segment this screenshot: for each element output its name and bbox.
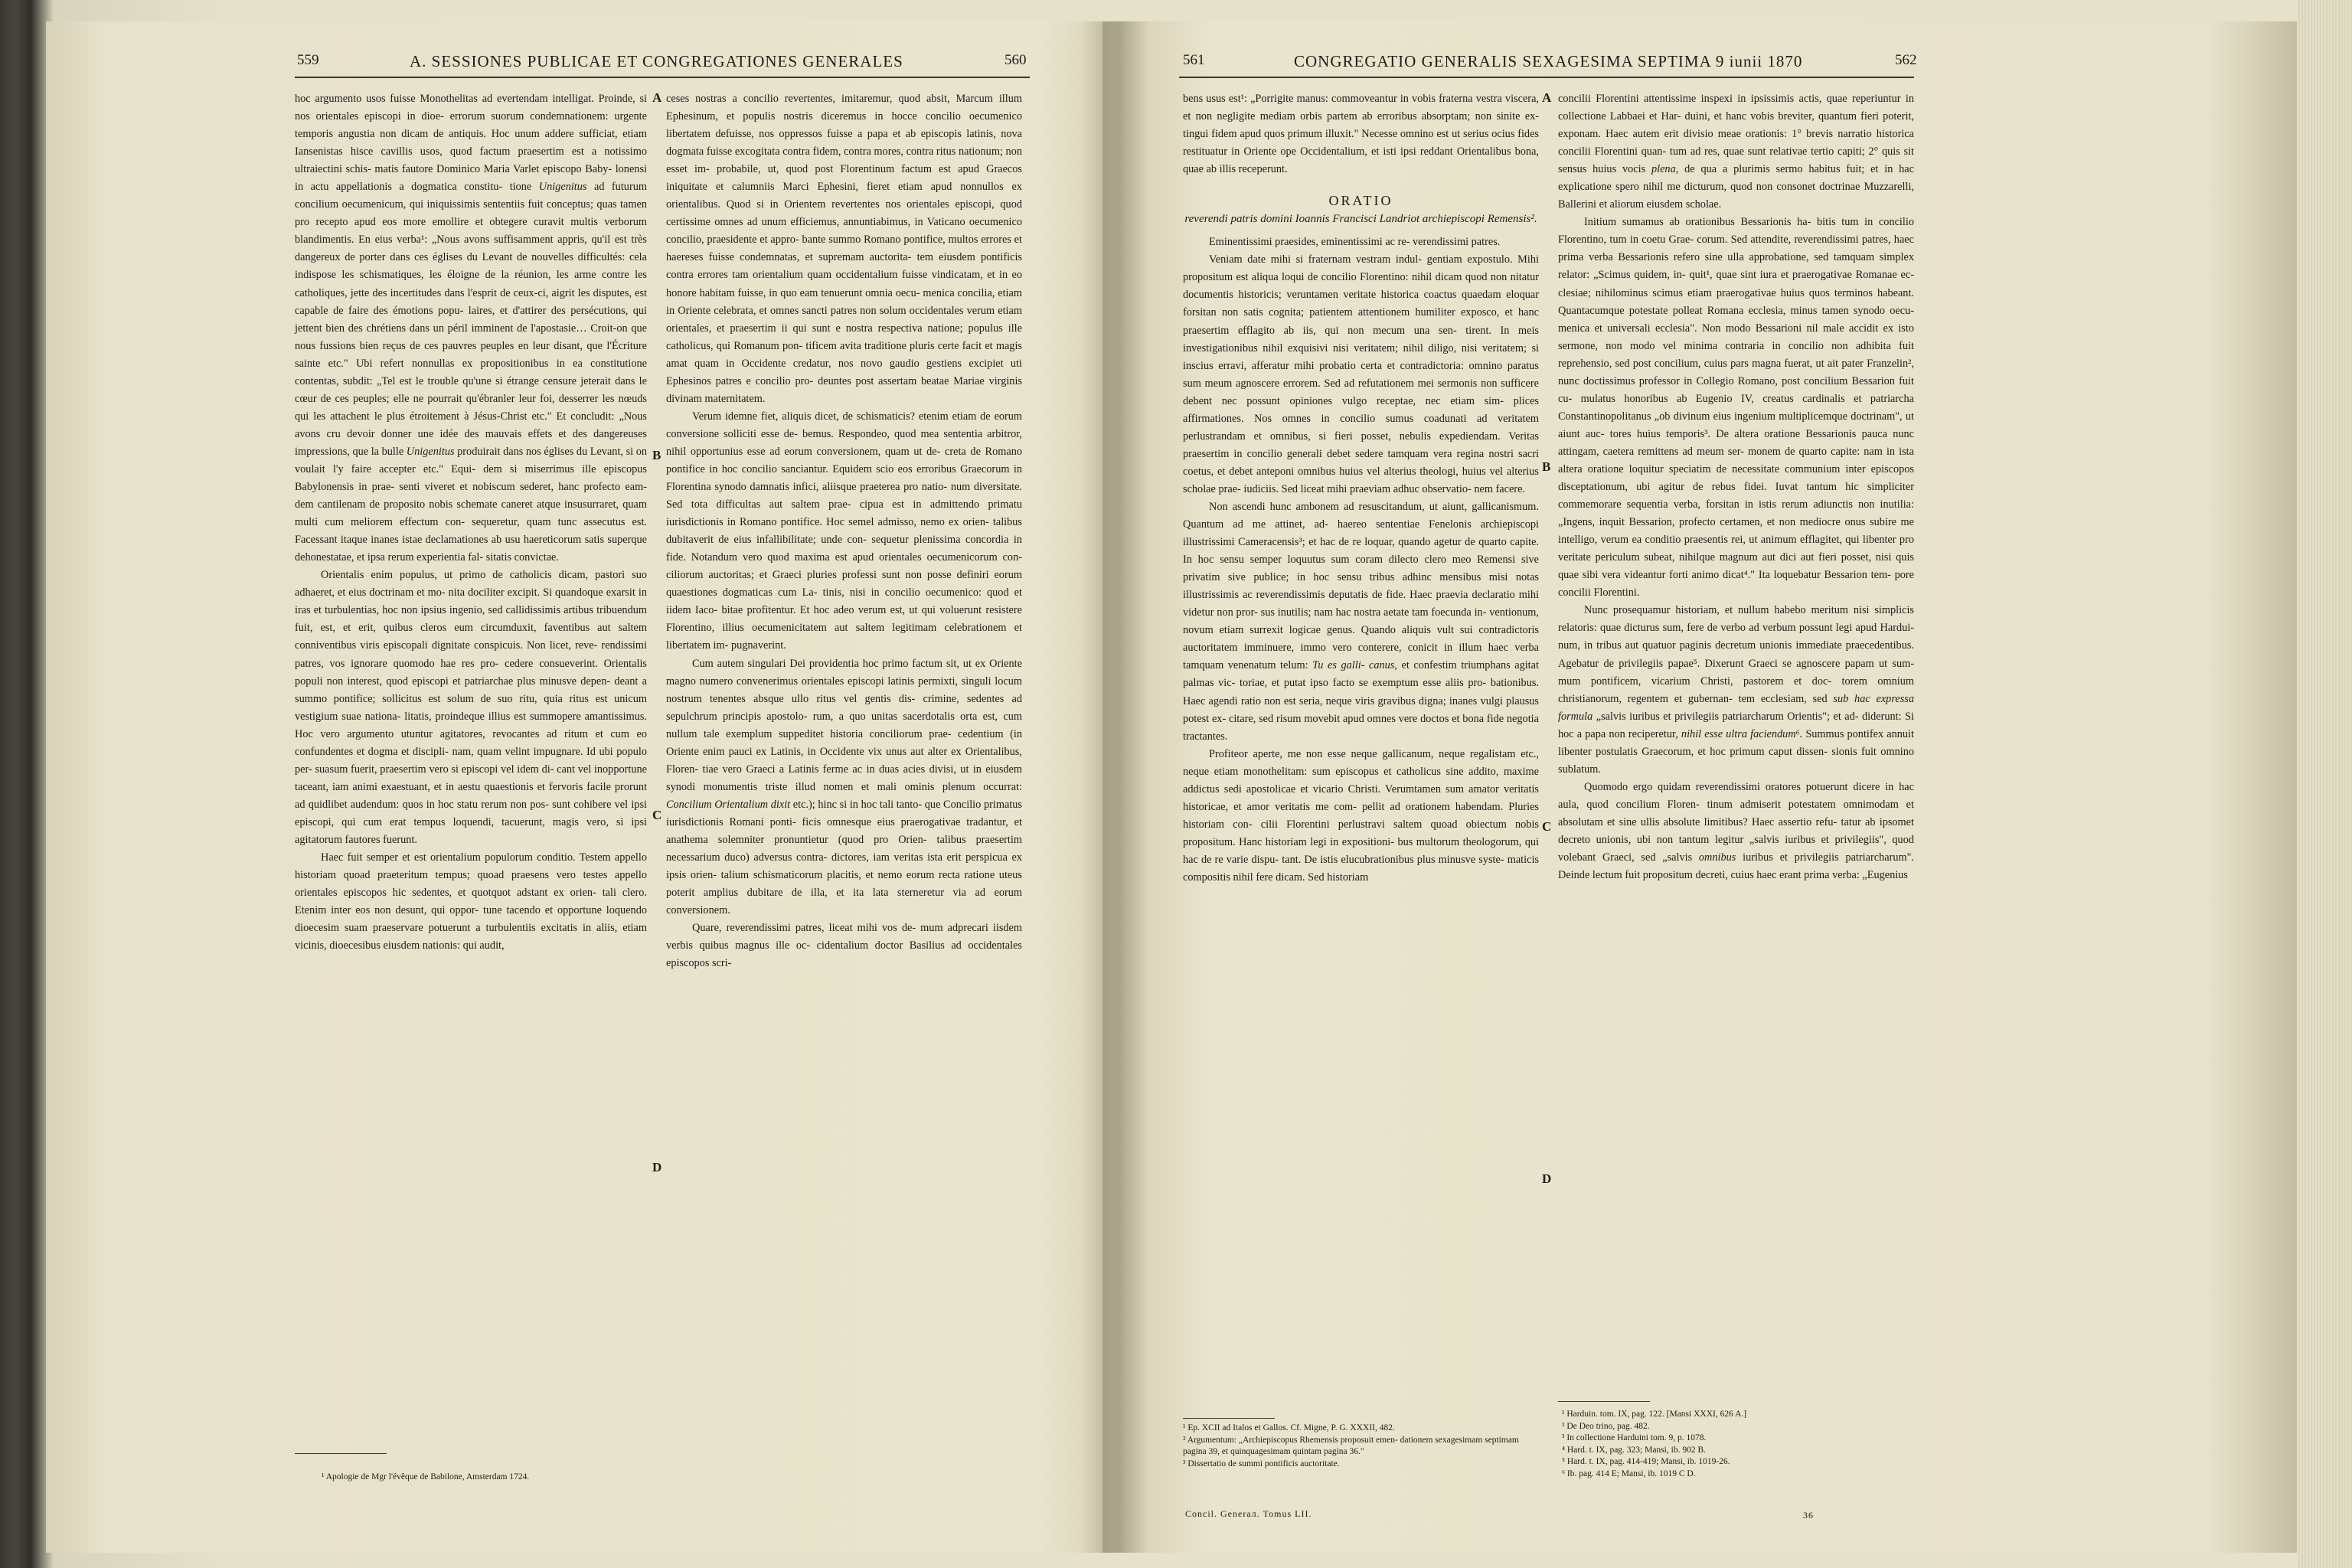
paragraph: concilii Florentini attentissime inspexi in ipsissimis actis, quae reperiuntur in collectione Labbaei et Har- duini, et hanc vobis breviter, quantum fieri poterit, exponam. Haec autem erit divisio meae orationis: 1° brevis narratio historica concilii Florentini quan- tum ad res, quae sunt relativae tertio capiti; 2° quis sit sensus huius vocis plena, de qua a plurimis sermo habitus fuit; et in hac explicatione spero nihil me dicturum, quod non consonet doctrinae Muzzarelli, Ballerini et aliorum eiusdem scholae. <box>1558 93 1914 211</box>
paragraph: bens usus est¹: „Porrigite manus: commoveantur in vobis fraterna vestra viscera, et non negligite mediam orbis partem ab erroribus absorptam; non sinite ex- tingui fidem apud quos primum illuxit." Necesse omnino est ut serius ocius fides restituatur in Oriente ope Occidentalium, et isti ipsi reddant Orientalibus bona, quae ab illis receperunt. <box>1183 93 1539 176</box>
footnote: ⁴ Hard. t. IX, pag. 323; Mansi, ib. 902 B. <box>1562 1445 1706 1455</box>
page-number-561: 561 <box>1183 52 1205 68</box>
footnote: ¹ Harduin. tom. IX, pag. 122. [Mansi XXXI, 626 A.] <box>1562 1410 1747 1419</box>
paragraph: Quomodo ergo quidam reverendissimi oratores potuerunt dicere in hac aula, quod concilium Floren- tinum admiserit potestatem omnimodam et absolutam et sine ullis absolute limitibus? Haec assertio refu- tatur ab ipsomet decreto unionis, ubi non tantum legitur „salvis iuribus et privilegiis", quod volebant Graeci, sed „salvis omnibus iuribus et privilegiis patriarcharum". Deinde lectum fuit propositum decreti, cuius haec erant prima verba: „Eugenius <box>1558 780 1915 882</box>
sheet-number: 36 <box>1803 1510 1814 1521</box>
paragraph: Quare, reverendissimi patres, liceat mihi vos de- mum adprecari iisdem verbis quibus magnus ille oc- cidentalium doctor Basilius ad occidentales episcopos scri- <box>666 922 1022 970</box>
paragraph: Veniam date mihi si fraternam vestram indul- gentiam expostulo. Mihi propositum est aliqua loqui de concilio Florentino: nihil dicam quod non nitatur documentis historicis; veruntamen veritate historica coactus quaedam eloquar forsitan non satis cognita; patientem attentionem humiliter exposco, et hanc praesertim efflagito ab iis, qui non mecum una sen- tirent. In meis investigationibus nihil exquisivi nisi veritatem; nihil diligo, nisi veritatem; si inscius erravi, afferatur mihi probatio certa et contradictoria: omnino paratus sum meum agnoscere errorem. Sed ad refutationem mei sermonis non sufficere debent nec possunt opiniones vulgo receptae, nec etiam sim- plices affirmationes. Nos omnes in concilio sumus coadunati ad veritatem perlustrandam et omnibus, si fieri posset, nebulis expediendam. Veritas praesertim in concilio generali debet sedere tamquam vera regina nostri sacri coetus, et debet anteponi omnibus huius vel alterius theologi, huius vel alterius scholae prae- iudiciis. Sed liceat mihi praeviam adhuc observatio- nem facere. <box>1183 253 1539 495</box>
footnote: ¹ Ep. XCII ad Italos et Gallos. Cf. Migne, P. G. XXXII, 482. <box>1183 1423 1395 1432</box>
paragraph: Eminentissimi praesides, eminentissimi ac re- verendissimi patres. <box>1209 236 1501 249</box>
page-number-560: 560 <box>1004 52 1027 68</box>
oration-subtitle: reverendi patris domini Ioannis Francisci Landriot archiepiscopi Remensis². <box>1184 213 1537 226</box>
margin-marker-d: D <box>1542 1171 1552 1186</box>
header-rule-right <box>1179 77 1914 78</box>
left-column-1 <box>295 90 647 955</box>
footnote: ³ Dissertatio de summi pontificis auctoritate. <box>1183 1459 1340 1468</box>
right-column-2 <box>1558 90 1914 884</box>
footnote: ⁶ Ib. pag. 414 E; Mansi, ib. 1019 C D. <box>1562 1468 1696 1478</box>
header-rule-left <box>295 77 1030 78</box>
paragraph: Nunc prosequamur historiam, et nullum habebo meritum nisi simplicis relatoris: quae dicturus sum, fere de verbo ad verbum possunt legi apud Hardui- num, in tribus aut quatuor paginis decretum unionis immediate praecedentibus. Agebatur de privilegiis papae⁵. Dixerunt Graeci se agnoscere papam ut sum- mum pontificem, vicarium Christi, pastorem et doc- torem omnium christianorum, regentem et gubernan- tem ecclesiam, sed sub hac expressa formula „salvis iuribus et privilegiis patriarcharum Orientis"; et ad- diderunt: Si hoc a papa non reciperetur, nihil esse ultra faciendum⁶. Summus pontifex annuit libenter postulatis Graecorum, et hoc primum caput dissen- sionis fuit omnino sublatum. <box>1558 604 1914 776</box>
footnote-rule <box>1558 1401 1650 1402</box>
footnote-rule <box>1183 1418 1275 1419</box>
margin-marker-b: B <box>1542 459 1551 474</box>
footnote: ³ In collectione Harduini tom. 9, p. 1078. <box>1562 1433 1707 1442</box>
page-edges <box>2297 0 2352 1568</box>
footnote: ² Argumentum: „Archiepiscopus Rhemensis proposuit emen- dationem sexagesimam septimam pagina 39, et quinquagesimam quintam pagina 36." <box>1183 1435 1519 1456</box>
oration-title: ORATIO <box>1328 193 1393 209</box>
paragraph: Haec fuit semper et est orientalium populorum conditio. Testem appello historiam quoad praeteritum tempus; quoad praesens vero testes appello orientales episcopos hic sedentes, et quotquot adstant ex orien- tali clero. Etenim inter eos non desunt, qui oppor- tune tacendo et opportune loquendo dioecesim suam praeservare potuerunt a turbulentiis excitatis in aliis, etiam vicinis, dioecesibus eiusdem nationis: qui audit, <box>295 851 647 952</box>
footnotes-right-col1 <box>1183 1423 1539 1470</box>
paragraph: Initium sumamus ab orationibus Bessarionis ha- bitis tum in concilio Florentino, tum in coetu Grae- corum. Sed attendite, reverendissimi patres, haec prima verba Bessarionis refero sine ulla approbatione, sed tamquam simplex relator: „Scimus quidem, in- quit¹, quae sint iura et praerogativae Romanae ec- clesiae; nihilominus scimus etiam praerogativae huius quos terminos habeant. Quantacumque potestate polleat Romana ecclesia, minus tamen synodo oecu- menica et universali ecclesia". Non modo Bessarioni nil male accidit ex isto sermone, non modo vel minima contraria in concilio non adhibita fuit reprehensio, sed post concilium, cuius pars magna fuerat, ut ait pater Franzelin², nunc doctissimus professor in Collegio Romano, post concilium Bessarion fuit cu- mulatus honoribus ab Eugenio IV, creatus cardinalis et patriarcha Constantinopolitanus „ob divinum eius ingenium multiplicemque doctrinam", ut aiunt auc- tores huius temporis³. De altera oratione Bessarionis pauca nunc attingam, caetera remittens ad meum ser- monem de quarto capite: nam in ista altera oratione loquitur speciatim de necessitate communium inter episcopos disceptationum, ubi agitur de rebus fidei. Iuvat tantum hic simpliciter commemorare sequentia verba, forsitan in istis rerum adiunctis non inutilia: „Ingens, inquit Bessarion, profecto certamen, et non mediocre onus subire me intelligo, verum ea conditio praesentis rei, ut animum efflagitet, qui libenter pro veritate periculum subeat, nihilque magnum aut dici aut fieri posset, nisi quis quae sibi vera videantur forti animo dicat⁴." Ita loquebatur Bessarion tem- pore concilii Florentini. <box>1558 216 1914 599</box>
paragraph: Non ascendi hunc ambonem ad resuscitandum, ut aiunt, gallicanismum. Quantum ad me attinet, ad- haereo sententiae Fenelonis archiepiscopi illustrissimi Cameracensis³; et hac de re loquar, quando agetur de quarto capite. In hoc sensu semper loquutus sum coram dilecto clero meo Remensi sive privatim sive publice; in hoc sensu tribus adhinc mensibus misi notas illustrissimis ac reverendissimis deputatis de fide. Haec praevia declaratio mihi videtur non pror- sus inutilis; nam hac nostra aetate tam foecunda in- ventionum, novum etiam surrexit logicae genus. Quando aliquis vult sui contradictoris auctoritatem imminuere, immo vero conterere, conicit in illum haec verba tamquam venenatum telum: Tu es galli- canus, et confestim triumphans agitat palmas vic- toriae, et putat ipso facto se exemptum esse aliis pro- bationibus. Haec agendi ratio non est seria, neque viris gravibus digna; inanes vulgi plausus potest ex- citare, sed risum movebit apud omnes vere doctos et bona fide negotia tractantes. <box>1183 500 1539 743</box>
left-column-2 <box>666 90 1022 972</box>
signature-line: Concil. Generaл. Tomus LII. <box>1185 1508 1312 1519</box>
paragraph: hoc argumento usos fuisse Monothelitas ad evertendam intelligat. Proinde, si nos orientales episcopi in dioe- errorum suorum condemnationem: urgente temporis angustia non dicam de antiquis. Hoc unum addere sufficiat, etiam Iansenistas hisce cavillis usos, quod factum praesertim est a notissimo ultraiectini schis- matis fautore Dominico Maria Varlet episcopo Baby- lonensi in actu appellationis a dogmatica constitu- tione Unigenitus ad futurum concilium oecumenicum, qui iniquissimis sententiis fuit conceptus; quas tamen pro recepto apud eos more emollire et obtegere curavit multis verborum blandimentis. En eius verba¹: „Nous avons suffisamment appris, qu'il est très dangereux de porter dans ces églises du Levant de nouvelles difficultés: cela indispose les schismatiques, les éloigne de la réunion, les arme contre les catholiques, jette des incertitudes dans l'esprit de ceux-ci, aigrit les disputes, est capable de faire des émotions popu- laires, et d'attirer des persécutions, qui jettent bien des chrétiens dans un péril imminent de l'apostasie… Croit-on que nous fussions bien reçus de ces pauvres peuples en leur disant, que l'Écriture sainte etc." Ubi refert nonnullas ex propositionibus in ea constitutione contentas, subdit: „Tel est le trouble qu'une si étrange censure jeterait dans le cœur de ces peuples; elle ne pourrait qu'ébranler leur foi, desserrer les nœuds qui les attachent le plus étroitement à Jésus-Christ etc." Et concludit: „Nous avons cru devoir donner une idée des mauvais effets et des dangereuses impressions, que la bulle Unigenitus produirait dans nos églises du Levant, si on voulait l'y faire accepter etc." Equi- dem si miserrimus ille episcopus Babylonensis in prae- senti viveret et nobiscum sederet, hanc profecto eam- dem cantilenam de proposito nobis schemate caneret atque insusurraret, quam multi cum meliorem effectum con- sequeretur, quam tunc assecutus est. Facessant itaque inanes istae declamationes ab usu haereticorum satis superque dehonestatae, et ipsa rerum experientia fal- sitatis convictae. <box>295 93 648 564</box>
page-number-559: 559 <box>297 52 319 68</box>
margin-marker-c: C <box>652 808 662 822</box>
page-number-562: 562 <box>1895 52 1917 68</box>
paragraph: Cum autem singulari Dei providentia hoc primo factum sit, ut ex Oriente magno numero convenerimus orientales episcopi latinis permixti, singuli locum nostrum tenentes absque ullo ritus vel gentis dis- crimine, sedentes ad sepulchrum principis apostolo- rum, a quo unitas sacerdotalis orta est, cum nullum tale exemplum suppeditet historia conciliorum prae- cedentium (in Oriente enim pauci ex Latinis, in Occidente vix unus aut alter ex Orientalibus, Floren- tiae vero Graeci a Latinis ferme ac in duas acies divisi, ut in eiusdem synodi monumentis triste illud nomen et mali ominis plenum occurrat: Concilium Orientalium dixit etc.); hinc si in hoc tali tanto- que Concilio primatus iurisdictionis Romani ponti- ficis omnesque eius praerogativae tradantur, et anathema solemniter pronuntietur (quod pro Orien- talibus praesertim necessarium duco) adversus contra- dictores, iam veritas ista erit perspicua ex ipsis orien- talium schismaticorum placitis, et nemo eorum recta ratione uteus poterit amplius dubitare de illa, et ita lata sterneretur via ad eorum conversionem. <box>666 657 1022 917</box>
margin-marker-a: A <box>1542 90 1552 105</box>
margin-marker-b: B <box>652 448 662 462</box>
paragraph: Verum idemne fiet, aliquis dicet, de schismaticis? etenim etiam de eorum conversione solliciti esse de- bemus. Respondeo, quod mea sententia arbitror, nihil opportunius esse ad eorum conversionem, quam ut de- creta de Romano pontifice in hoc concilio sanciantur. Equidem scio eos erroribus Graecorum in Florentina synodo damnatis infici, aliisque praeterea pro natio- num diversitate. Sed tota difficultas aut saltem prae- cipua est in admittendo primatu iurisdictionis in Romano pontifice. Hoc semel admisso, nemo ex orien- talibus dubitaverit de eius infallibilitate; unde con- sequetur plenissima concordia in fide. Notandum vero quod maxima est apud orientales oecumenicorum con- ciliorum auctoritas; et Graeci pluries professi sunt non posse definiri eorum quaestiones dogmaticas cum La- tinis, nisi in concilio oecumenico: quod et iidem Iaco- bitae profitentur. Et hoc adeo verum est, ut qui voluerunt resistere Florentino, illius oecumenicitatem aut saltem legitimam celebrationem et libertatem im- pugnaverint. <box>666 410 1022 652</box>
paragraph: ceses nostras a concilio revertentes, imitaremur, quod absit, Marcum illum Ephesinum, et populis nostris diceremus in hocce concilio oecumenico libertatem defuisse, nos oppressos fuisse a papa et ab episcopis latinis, nova dogmata fuisse excogitata contra fidem, contra mores, contra ritus nationum; non esset im- probabile, ut, quod post Florentinum factum est apud Graecos iniquitate et calumniis Marci Ephesini, fieret etiam apud nonnullos ex orientalibus. Quod si in Orientem revertentes nos orientales episcopi, quod certissime omnes ad unum efficiemus, annuntiabimus, in Vaticano oecumenico concilio, praesidente et appro- bante summo Romano pontifice, multos errores et haereses fuisse condemnatas, et supremam auctorita- tem eiusdem pontificis contra errores tam orientalium quam occidentalium fuisse vindicatam, et in eo honore habitam fuisse, in quo eam tenuerunt omnia oecu- menica concilia, etiam in Oriente celebrata, et omnes sancti patres non solum occidentales verum etiam orientales, et praesertim ii qui sunt e nostra respectiva natione; populus ille catholicus, qui Romanum pon- tificem avita traditione pluris certe facit et magis amat quam in Occidente credatur, nos novo gaudio gestiens excipiet uti Ephesinos patres e concilio pro- deuntes post assertam beatae Mariae virginis divinam maternitatem. <box>666 93 1022 405</box>
margin-marker-a: A <box>652 90 662 105</box>
right-column-1 <box>1183 90 1539 887</box>
footnote-rule <box>295 1453 387 1454</box>
footnote: ⁵ Hard. t. IX, pag. 414-419; Mansi, ib. 1019-26. <box>1562 1457 1730 1466</box>
margin-marker-d: D <box>652 1160 662 1174</box>
footnotes-right-col2 <box>1562 1409 1914 1480</box>
footnote-left-1: ¹ Apologie de Mgr l'évêque de Babilone, Amsterdam 1724. <box>322 1472 530 1481</box>
running-head-right: CONGREGATIO GENERALIS SEXAGESIMA SEPTIMA 9 iunii 1870 <box>1294 52 1803 70</box>
footnote: ² De Deo trino, pag. 482. <box>1562 1421 1650 1431</box>
paragraph: Profiteor aperte, me non esse neque gallicanum, neque regalistam etc., neque etiam monothelitam: sum episcopus et catholicus sine addito, maxime addictus sedi apostolicae et vicario Christi. Verumtamen sum amator veritatis historicae, et amor veritatis me com- pellit ad orationem habendam. Pluries historiam con- cilii Florentini perlustravi saltem quoad obiectum nobis propositum. Hanc historiam legi in expositioni- bus multorum theologorum, qui hac de re varie dispu- tant. De istis elucubrationibus plus minusve syste- maticis compositis nihil fere dicam. Sed historiam <box>1183 747 1539 884</box>
margin-marker-c: C <box>1542 819 1552 834</box>
running-head-left: A. SESSIONES PUBLICAE ET CONGREGATIONES GENERALES <box>410 52 903 70</box>
book-gutter <box>1080 21 1148 1553</box>
paragraph: Orientalis enim populus, ut primo de catholicis dicam, pastori suo adhaeret, et eius doctrinam et mo- nita dociliter excipit. Si quandoque exarsit in iras et turbulentias, hoc non ipsius ingenio, sed callidissimis artibus tribuendum fuit, est, et erit, quibus cleros eum circumduxit, faventibus aut saltem conniventibus viris episcopali dignitate conspicuis. Non licet, reve- rendissimi patres, vos ignorare quomodo hae res pro- cedere consueverint. Orientalis populi non interest, quod episcopi et patriarchae plus minusve depen- deant a summo pontifice; sollicitus est solum de suo ritu, quia ritus est unicum vestigium suae nationa- litatis, proindeque illius est summopere amantissimus. Hoc vero argumento utuntur agitatores, revocantes ad ritum et cum eo confundentes et dogma et discipli- nam, quam velint impugnare. Id ubi populo per- suasum fuerit, praesertim vero si episcopi vel idem di- cant vel inopportune taceant, iam animi exaestuant, et in aestu quaestionis et fervoris facile prorunt ad quidlibet audendum: quos in hoc statu rerum non pos- sunt cohibere vel ipsi episcopi, qui cum erat tempus loquendi, tacuerunt, magis vero, si ipsi agitatorum fautores fuerunt. <box>295 569 647 846</box>
